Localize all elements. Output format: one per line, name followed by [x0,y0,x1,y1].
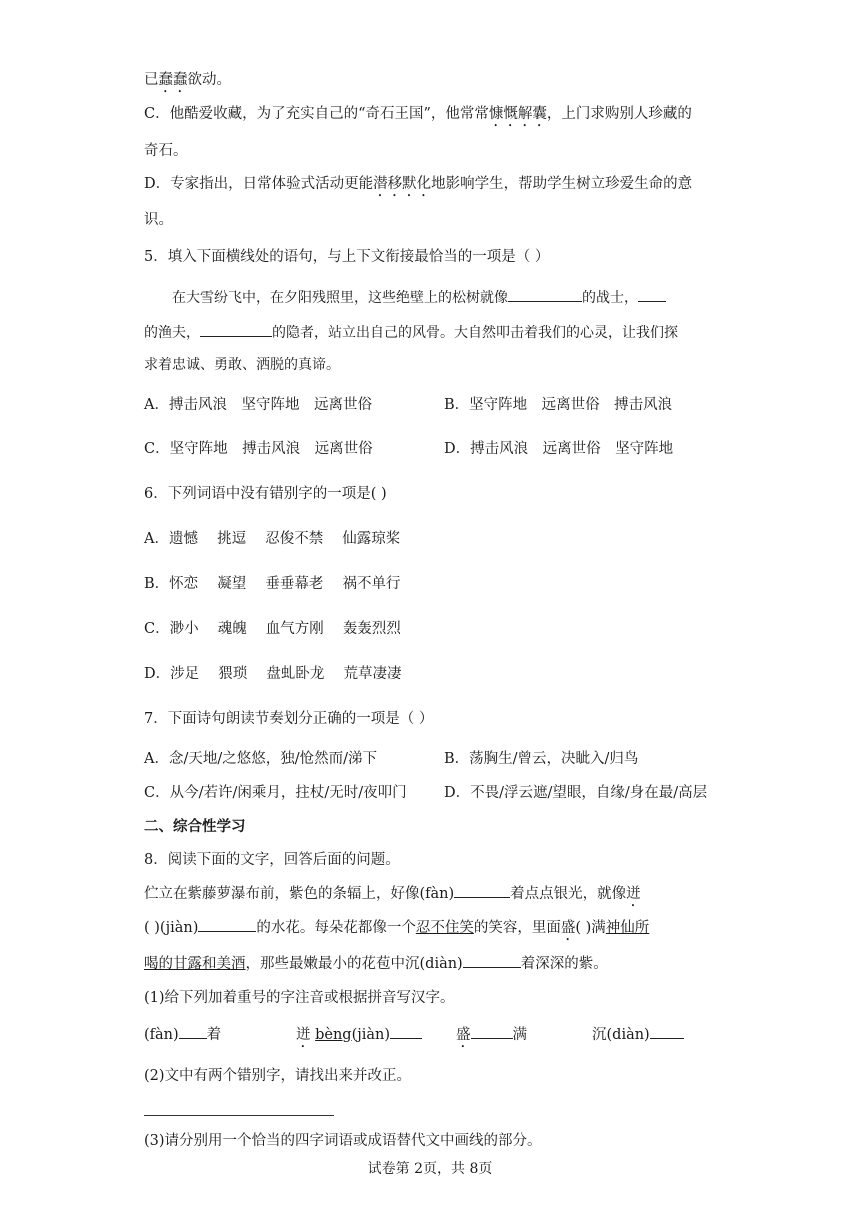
fill-blank[interactable] [198,917,256,932]
q5-option-b[interactable]: B．坚守阵地 远离世俗 搏击风浪 [444,397,673,413]
q7-option-c[interactable]: C．从今/若许/闲乘月，拄杖/无时/夜叩门 [144,785,407,801]
q8-fill-3 [456,1024,527,1051]
q5-stem: 5．填入下面横线处的语句，与上下文衔接最恰当的一项是（ ） [144,249,550,265]
text: 伫立在紫藤萝瀑布前，紫色的条辐上，好像(fàn) [144,886,455,902]
q7-stem: 7．下面诗句朗读节奏划分正确的一项是（ ） [144,711,434,727]
text: 沉(diàn) [592,1027,650,1043]
text: 的渔夫， [144,325,200,341]
q6-option-b[interactable]: B．怀恋 凝望 垂垂幕老 祸不单行 [144,576,401,592]
q6-option-d[interactable]: D．涉足 猥琐 盘虬卧龙 荒草凄凄 [144,666,402,682]
text: 已 [144,72,159,88]
text: 的水花。每朵花都像一个 [256,920,416,936]
emphasized-char: 盛 [456,1027,471,1043]
q5-passage-line1 [172,287,666,308]
emphasized-word: 潜移默化 [373,176,432,192]
q7-option-a[interactable]: A．念/天地/之悠悠，独/怆然而/涕下 [144,751,378,767]
section-heading: 二、综合性学习 [144,818,246,835]
q4-option-c-line2: 奇石。 [144,143,188,159]
text: ( )(jiàn) [144,920,199,936]
q5-option-c[interactable]: C．坚守阵地 搏击风浪 远离世俗 [144,441,373,457]
emphasized-word: 慷慨解囊 [488,106,547,122]
q6-option-a[interactable]: A．遗憾 挑逗 忍俊不禁 仙露琼桨 [144,531,401,547]
q8-fill-2 [296,1024,422,1051]
text: 的隐者，站立出自己的风骨。大自然叩击着我们的心灵，让我们探 [272,325,678,341]
pinyin: bèng [315,1027,352,1043]
emphasized-char: 迸 [296,1027,311,1043]
q4-option-d [144,174,692,200]
q6-option-c[interactable]: C．渺小 魂魄 血气方刚 轰轰烈烈 [144,621,401,637]
text: 着点点银光，就像 [510,886,627,902]
q7-option-d[interactable]: D．不畏/浮云遮/望眼，自缘/身在最/高层 [444,785,708,801]
q8-sub3: (3)请分别用一个恰当的四字词语或成语替代文中画线的部分。 [144,1133,542,1149]
q5-passage-line2 [144,322,678,343]
fill-blank[interactable] [650,1024,684,1039]
text: (jiàn) [351,1027,391,1043]
text: 的笑容，里面 [473,920,561,936]
fill-blank[interactable] [638,287,666,302]
q4-option-d-line2: 识。 [144,212,173,228]
text: 着深深的紫。 [520,956,608,972]
q5-option-a[interactable]: A．搏击风浪 坚守阵地 远离世俗 [144,397,372,413]
text: (fàn) [144,1027,179,1043]
text: ，上门求购别人珍藏的 [546,106,692,122]
underlined-phrase: 喝的甘露和美酒 [144,956,246,972]
q8-sub2: (2)文中有两个错别字，请找出来并改正。 [144,1068,412,1084]
fill-blank[interactable] [454,883,510,898]
page-footer: 试卷第 2页，共 8页 [367,1161,493,1177]
q8-fill-1 [144,1024,221,1045]
q7-option-b[interactable]: B．荡胸生/曾云，决眦入/归鸟 [444,751,639,767]
text: 满 [512,1027,527,1043]
fill-blank[interactable] [463,953,521,968]
fill-blank[interactable] [508,287,582,302]
fill-blank[interactable] [471,1024,513,1039]
q5-passage-line3: 求着忠诚、勇敢、洒脱的真谛。 [144,357,340,373]
text: 着 [206,1027,222,1043]
text: C．他酷爱收藏，为了充实自己的“奇石王国”，他常常 [144,106,489,122]
q8-passage-line2 [144,917,649,944]
text: 在大雪纷飞中，在夕阳残照里，这些绝壁上的松树就像 [172,290,508,306]
q8-stem: 8．阅读下面的文字，回答后面的问题。 [144,852,400,868]
emphasized-word: 蠢蠢 [158,72,188,88]
text: ( )满 [575,920,606,936]
text: 的战士， [582,290,638,306]
text: 地影响学生，帮助学生树立珍爱生命的意 [431,176,693,192]
q4-continuation [144,70,231,96]
q8-passage-line3 [144,953,608,974]
fill-blank[interactable] [200,322,272,337]
q6-stem: 6．下列词语中没有错别字的一项是( ) [144,486,387,502]
q8-fill-4 [592,1024,684,1045]
text: 欲动。 [187,72,231,88]
fill-blank[interactable] [179,1024,207,1039]
emphasized-char: 迸 [626,886,641,902]
q5-option-d[interactable]: D．搏击风浪 远离世俗 坚守阵地 [444,441,674,457]
text: ，那些最嫩最小的花苞中沉(diàn) [245,956,463,972]
underlined-phrase: 忍不住笑 [415,920,474,936]
answer-line[interactable] [144,1115,334,1116]
q8-passage-line1 [144,883,641,910]
text: D．专家指出，日常体验式活动更能 [144,176,374,192]
emphasized-char: 盛 [560,920,576,936]
underlined-phrase: 神仙所 [605,920,650,936]
q4-option-c [144,104,692,130]
fill-blank[interactable] [390,1024,422,1039]
q8-sub1: (1)给下列加着重号的字注音或根据拼音写汉字。 [144,990,455,1006]
